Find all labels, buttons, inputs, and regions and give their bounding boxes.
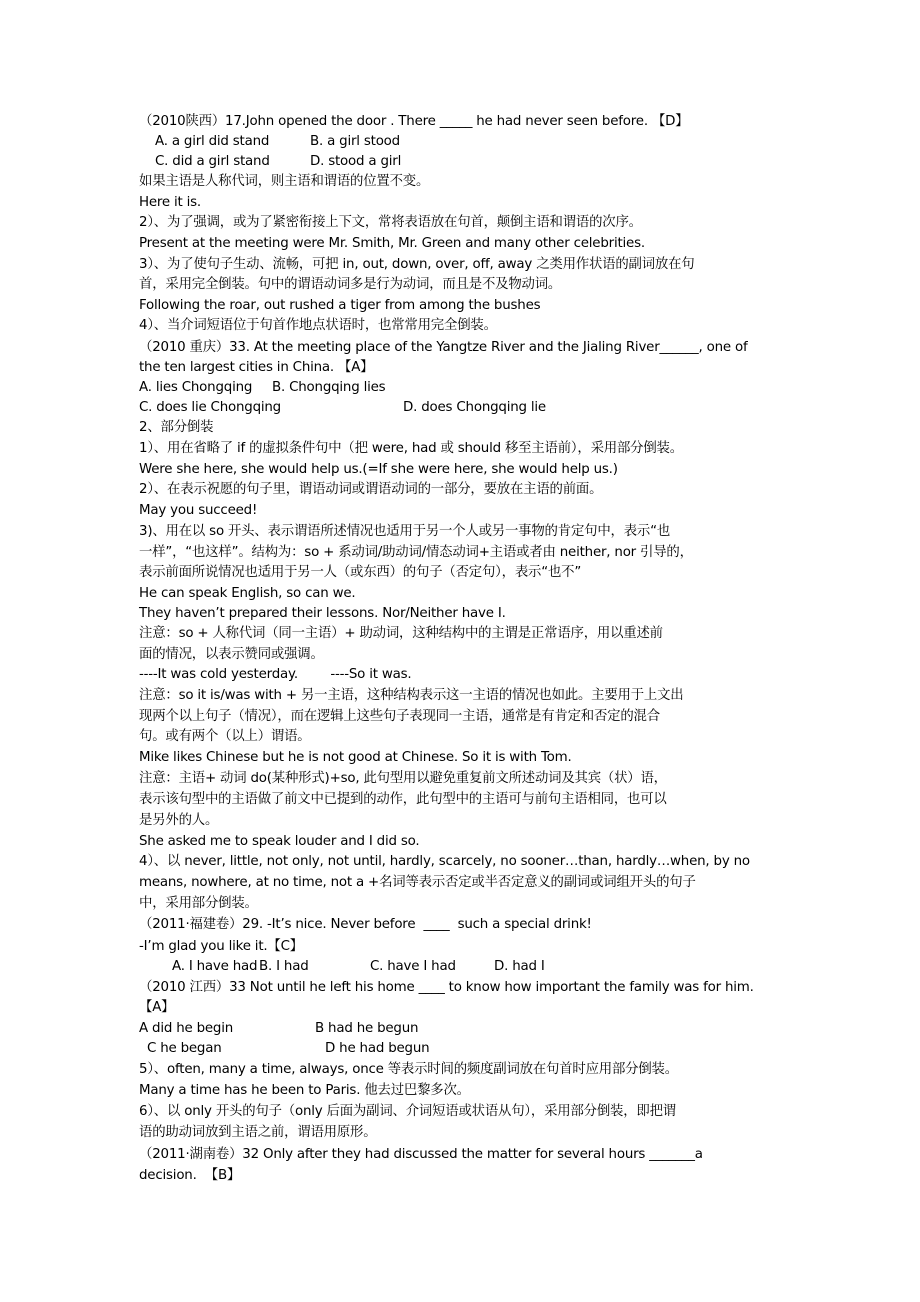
text-line: 首，采用完全倒装。句中的谓语动词多是行为动词，而且是不及物动词。 — [139, 277, 562, 292]
option-b: B. Chongqing lies — [272, 380, 386, 395]
option-d: D. had I — [494, 959, 545, 974]
example-sentence: ----It was cold yesterday. ----So it was. — [139, 667, 412, 682]
example-sentence: Here it is. — [139, 195, 201, 210]
rule-2: 2）、为了强调，或为了紧密衔接上下文，常将表语放在句首，颠倒主语和谓语的次序。 — [139, 215, 642, 230]
text-line: means, nowhere, at no time, not a +名词等表示否定或半否定意义的副词或词组开头的句子 — [139, 875, 696, 890]
text-line: the ten largest cities in China. 【A】 — [139, 360, 374, 375]
text-line: 表示前面所说情况也适用于另一人（或东西）的句子（否定句），表示“也不” — [139, 565, 582, 580]
option-b: B had he begun — [315, 1021, 419, 1036]
text-line: 中，采用部分倒装。 — [139, 896, 258, 911]
option-b: B. I had — [259, 959, 309, 974]
option-a: A did he begin — [139, 1021, 234, 1036]
text-line: 如果主语是人称代词，则主语和谓语的位置不变。 — [139, 174, 430, 189]
rule-2: 2）、在表示祝愿的句子里，谓语动词或谓语动词的一部分，要放在主语的前面。 — [139, 482, 603, 497]
text-line: decision. 【B】 — [139, 1168, 241, 1183]
example-sentence: He can speak English, so can we. — [139, 586, 356, 601]
example-sentence: Mike likes Chinese but he is not good at Chinese. So it is with Tom. — [139, 750, 572, 765]
rule-4: 4）、当介词短语位于句首作地点状语时，也常常用完全倒装。 — [139, 318, 497, 333]
option-a: A. a girl did stand — [155, 134, 270, 149]
question-2011-fujian: （2011·福建卷）29. -It’s nice. Never before ____ such a special drink! — [139, 917, 592, 932]
text-line: 表示该句型中的主语做了前文中已提到的动作，此句型中的主语可与前句主语相同，也可以 — [139, 792, 667, 807]
rule-1: 1）、用在省略了 if 的虚拟条件句中（把 were, had 或 should 移至主语前），采用部分倒装。 — [139, 441, 683, 456]
option-d: D he had begun — [325, 1041, 430, 1056]
question-2010-jiangxi: （2010 江西）33 Not until he left his home ____ to know how important the family was for him. — [139, 980, 754, 995]
example-sentence: May you succeed! — [139, 503, 258, 518]
note: 注意：so + 人称代词（同一主语）+ 助动词，这种结构中的主谓是正常语序，用以重述前 — [139, 626, 663, 641]
question-2010-chongqing: （2010 重庆）33. At the meeting place of the Yangtze River and the Jialing River______, one of — [139, 340, 748, 355]
text-line: 一样”，“也这样”。结构为：so + 系动词/助动词/情态动词+主语或者由 neither, nor 引导的， — [139, 545, 693, 560]
rule-6: 6）、以 only 开头的句子（only 后面为副词、介词短语或状语从句），采用部分倒装，即把谓 — [139, 1104, 676, 1119]
text-line: 语的助动词放到主语之前，谓语用原形。 — [139, 1125, 377, 1140]
rule-5: 5）、often, many a time, always, once 等表示时间的频度副词放在句首时应用部分倒装。 — [139, 1062, 678, 1077]
note: 注意：so it is/was with + 另一主语，这种结构表示这一主语的情况也如此。主要用于上文出 — [139, 688, 684, 703]
option-d: D. does Chongqing lie — [403, 400, 546, 415]
note: 注意：主语+ 动词 do(某种形式)+so, 此句型用以避免重复前文所述动词及其宾（状）语， — [139, 771, 667, 786]
example-sentence: Present at the meeting were Mr. Smith, Mr. Green and many other celebrities. — [139, 236, 645, 251]
option-c: C. did a girl stand — [155, 154, 270, 169]
example-sentence: Following the roar, out rushed a tiger from among the bushes — [139, 298, 541, 313]
question-2011-hunan: （2011·湖南卷）32 Only after they had discussed the matter for several hours _______a — [139, 1147, 703, 1162]
option-c: C. does lie Chongqing — [139, 400, 281, 415]
text-line: 是另外的人。 — [139, 813, 219, 828]
answer: 【A】 — [139, 1000, 175, 1015]
example-sentence: She asked me to speak louder and I did so. — [139, 834, 420, 849]
rule-3: 3)、用在以 so 开头、表示谓语所述情况也适用于另一个人或另一事物的肯定句中，表示“也 — [139, 524, 671, 539]
text-line: 句。或有两个（以上）谓语。 — [139, 729, 311, 744]
text-line: 面的情况，以表示赞同或强调。 — [139, 647, 324, 662]
question-2010-shaanxi: （2010陕西）17.John opened the door . There _____ he had never seen before. 【D】 — [139, 114, 689, 129]
text-line: 现两个以上句子（情况），而在逻辑上这些句子表现同一主语，通常是有肯定和否定的混合 — [139, 709, 660, 724]
example-sentence: They haven’t prepared their lessons. Nor/Neither have I. — [139, 606, 506, 621]
example-sentence: Many a time has he been to Paris. 他去过巴黎多次。 — [139, 1083, 470, 1098]
option-b: B. a girl stood — [310, 134, 400, 149]
rule-4: 4）、以 never, little, not only, not until, hardly, scarcely, no sooner…than, hardly…when, by no — [139, 854, 750, 869]
option-c: C. have I had — [370, 959, 456, 974]
option-a: A. lies Chongqing — [139, 380, 253, 395]
text-line: -I’m glad you like it.【C】 — [139, 939, 303, 954]
rule-3: 3）、为了使句子生动、流畅，可把 in, out, down, over, off, away 之类用作状语的副词放在句 — [139, 257, 695, 272]
section-heading: 2、部分倒装 — [139, 420, 214, 435]
option-a: A. I have had — [172, 959, 258, 974]
example-sentence: Were she here, she would help us.(=If she were here, she would help us.) — [139, 462, 618, 477]
option-d: D. stood a girl — [310, 154, 402, 169]
option-c: C he began — [147, 1041, 222, 1056]
